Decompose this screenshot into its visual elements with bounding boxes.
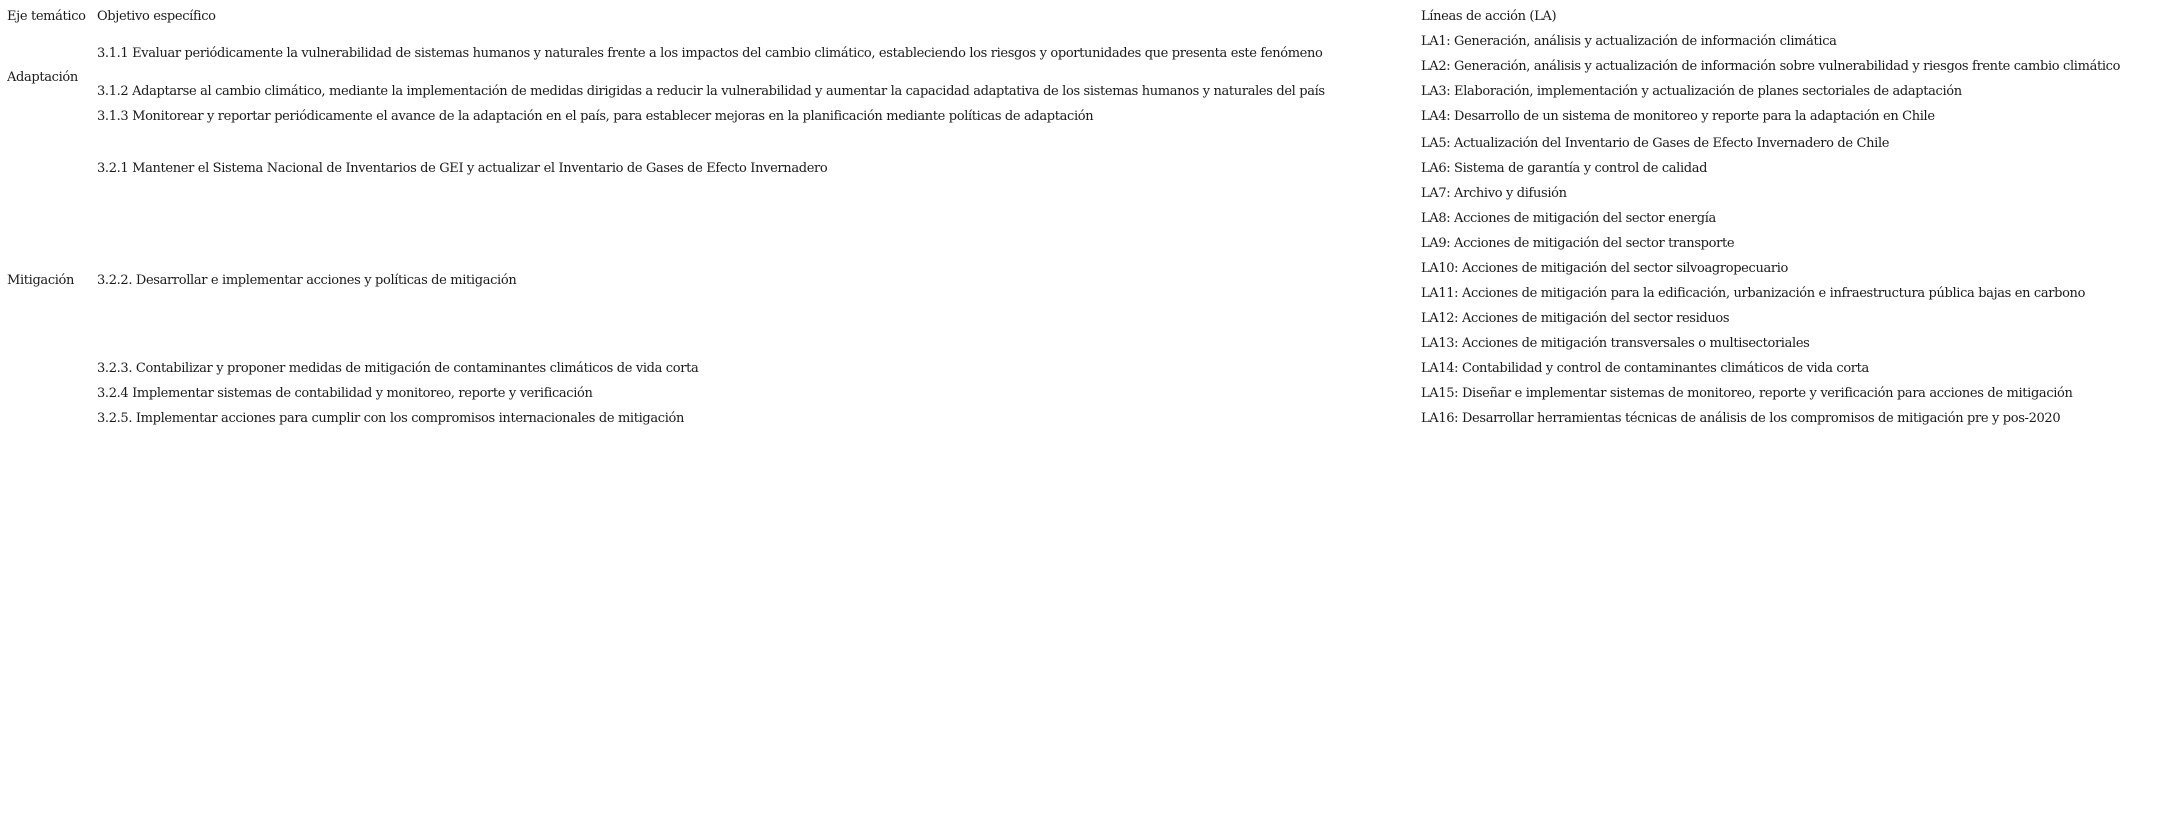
objetivo-3-1-2: 3.1.2 Adaptarse al cambio climático, mediante la implementación de medidas dirigidas a reducir la vulnerabilidad y aumentar la capacidad adaptativa de los sistemas humanos y naturales del país [97, 84, 1325, 99]
linea-la6: LA6: Sistema de garantía y control de calidad [1421, 161, 1708, 176]
linea-la7: LA7: Archivo y difusión [1421, 186, 1567, 201]
objetivo-3-2-4: 3.2.4 Implementar sistemas de contabilidad y monitoreo, reporte y verificación [97, 386, 593, 401]
eje-adaptacion: Adaptación [7, 70, 78, 85]
linea-la4: LA4: Desarrollo de un sistema de monitoreo y reporte para la adaptación en Chile [1421, 109, 1935, 124]
objetivo-3-2-3: 3.2.3. Contabilizar y proponer medidas de mitigación de contaminantes climáticos de vida corta [97, 361, 699, 376]
objetivo-3-1-1: 3.1.1 Evaluar periódicamente la vulnerabilidad de sistemas humanos y naturales frente a los impactos del cambio climático, estableciendo los riesgos y oportunidades que presenta este fenómeno [97, 46, 1323, 61]
linea-la12: LA12: Acciones de mitigación del sector residuos [1421, 311, 1730, 326]
linea-la14: LA14: Contabilidad y control de contaminantes climáticos de vida corta [1421, 361, 1869, 376]
linea-la3: LA3: Elaboración, implementación y actualización de planes sectoriales de adaptación [1421, 84, 1962, 99]
objetivo-3-2-5: 3.2.5. Implementar acciones para cumplir con los compromisos internacionales de mitigación [97, 411, 685, 426]
linea-la13: LA13: Acciones de mitigación transversales o multisectoriales [1421, 336, 1810, 351]
linea-la15: LA15: Diseñar e implementar sistemas de monitoreo, reporte y verificación para acciones de mitigación [1421, 386, 2073, 401]
linea-la10: LA10: Acciones de mitigación del sector silvoagropecuario [1421, 261, 1789, 276]
linea-la8: LA8: Acciones de mitigación del sector energía [1421, 211, 1716, 226]
objetivo-3-2-1: 3.2.1 Mantener el Sistema Nacional de Inventarios de GEI y actualizar el Inventario de Gases de Efecto Invernadero [97, 161, 828, 176]
linea-la2: LA2: Generación, análisis y actualización de información sobre vulnerabilidad y riesgos frente cambio climático [1421, 59, 2121, 74]
objetivo-3-2-2: 3.2.2. Desarrollar e implementar acciones y políticas de mitigación [97, 273, 517, 288]
linea-la16: LA16: Desarrollar herramientas técnicas de análisis de los compromisos de mitigación pre y pos-2020 [1421, 411, 2061, 426]
linea-la11: LA11: Acciones de mitigación para la edificación, urbanización e infraestructura pública bajas en carbono [1421, 286, 2086, 301]
linea-la1: LA1: Generación, análisis y actualización de información climática [1421, 34, 1837, 49]
linea-la5: LA5: Actualización del Inventario de Gases de Efecto Invernadero de Chile [1421, 136, 1890, 151]
header-objetivo: Objetivo específico [97, 9, 216, 24]
header-lineas: Líneas de acción (LA) [1421, 9, 1557, 24]
linea-la9: LA9: Acciones de mitigación del sector transporte [1421, 236, 1735, 251]
objetivo-3-1-3: 3.1.3 Monitorear y reportar periódicamente el avance de la adaptación en el país, para establecer mejoras en la planificación mediante políticas de adaptación [97, 109, 1094, 124]
eje-mitigacion: Mitigación [7, 273, 75, 288]
header-eje: Eje temático [7, 9, 86, 24]
